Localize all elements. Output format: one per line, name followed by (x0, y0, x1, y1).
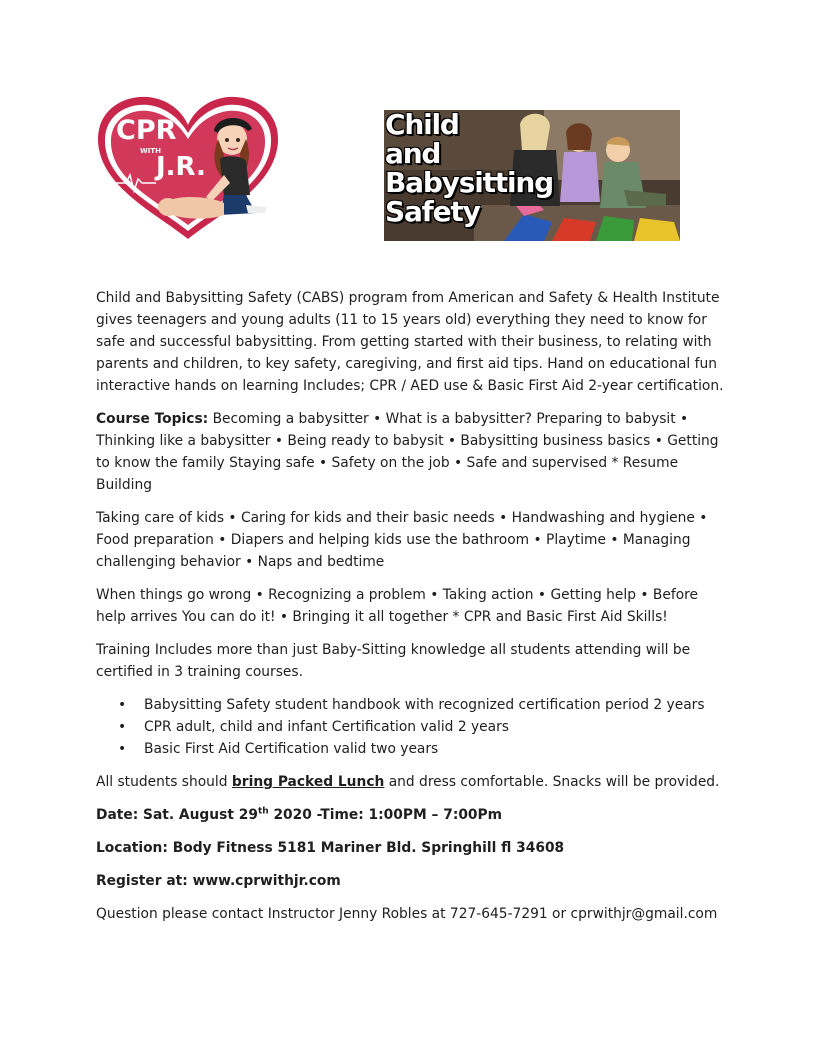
certification-list (96, 694, 726, 760)
packed-lunch-emphasis: bring Packed Lunch (231, 774, 385, 790)
contact-paragraph: Question please contact Instructor Jenny Robles at 727-645-7291 or cprwithjr@gmail.com (96, 906, 718, 922)
location-line: Location: Body Fitness 5181 Mariner Bld. Springhill fl 34608 (96, 840, 565, 856)
list-item: • Basic First Aid Certification valid two years (144, 738, 726, 760)
banner-title (385, 110, 585, 226)
register-line: Register at: www.cprwithjr.com (96, 873, 341, 889)
date-text: Date: Sat. August 29 (96, 807, 258, 823)
heart-logo-icon (96, 95, 280, 241)
cpr-with-jr-logo (96, 95, 280, 241)
date-time-line (96, 804, 726, 826)
banner-title-line: Safety (385, 195, 480, 228)
intro-paragraph: Child and Babysitting Safety (CABS) program from American and Safety & Health Institute gives teenagers and young adults (11 to 15 years old) everything they need to know for safe and successful babysitting. From getting started with their business, to relating with parents and children, to key safety, caregiving, and first aid tips. Hand on educational fun interactive hands on learning Includes; CPR / AED use & Basic First Aid 2-year certification. (96, 290, 724, 394)
banner-title-line: Babysitting (385, 166, 553, 199)
logo-jr-text: J.R. (156, 152, 206, 182)
flyer-body (96, 287, 726, 936)
banner-title-line: Child (385, 110, 459, 141)
lunch-text-pre: All students should (96, 774, 232, 790)
when-things-go-wrong-paragraph: When things go wrong • Recognizing a problem • Taking action • Getting help • Before help arrives You can do it! • Bringing it all together * CPR and Basic First Aid Skills! (96, 587, 699, 625)
lunch-paragraph (96, 771, 726, 793)
babysitting-safety-banner (384, 110, 680, 241)
course-topics-paragraph (96, 408, 726, 496)
logo-cpr-text: CPR (116, 115, 177, 146)
time-text: 2020 -Time: 1:00PM – 7:00Pm (268, 807, 503, 823)
lunch-text-post: and dress comfortable. Snacks will be provided. (384, 774, 720, 790)
training-paragraph: Training Includes more than just Baby-Sitting knowledge all students attending will be certified in 3 training courses. (96, 642, 691, 680)
list-item: • CPR adult, child and infant Certification valid 2 years (144, 716, 726, 738)
logo-with-text: WITH (140, 147, 161, 155)
course-topics-label: Course Topics: (96, 411, 209, 427)
banner-title-line: and (385, 137, 441, 170)
course-topics-text: Becoming a babysitter • What is a babysitter? Preparing to babysit • Thinking like a babysitter • Being ready to babysit • Babysitting business basics • Getting to know the family Staying safe • Safety on the job • Safe and supervised * Resume Building (96, 411, 719, 493)
date-ordinal: th (257, 806, 269, 817)
list-item: • Babysitting Safety student handbook with recognized certification period 2 years (144, 694, 726, 716)
taking-care-paragraph: Taking care of kids • Caring for kids and their basic needs • Handwashing and hygiene • Food preparation • Diapers and helping kids use the bathroom • Playtime • Managing challenging behavior • Naps and bedtime (96, 510, 708, 570)
